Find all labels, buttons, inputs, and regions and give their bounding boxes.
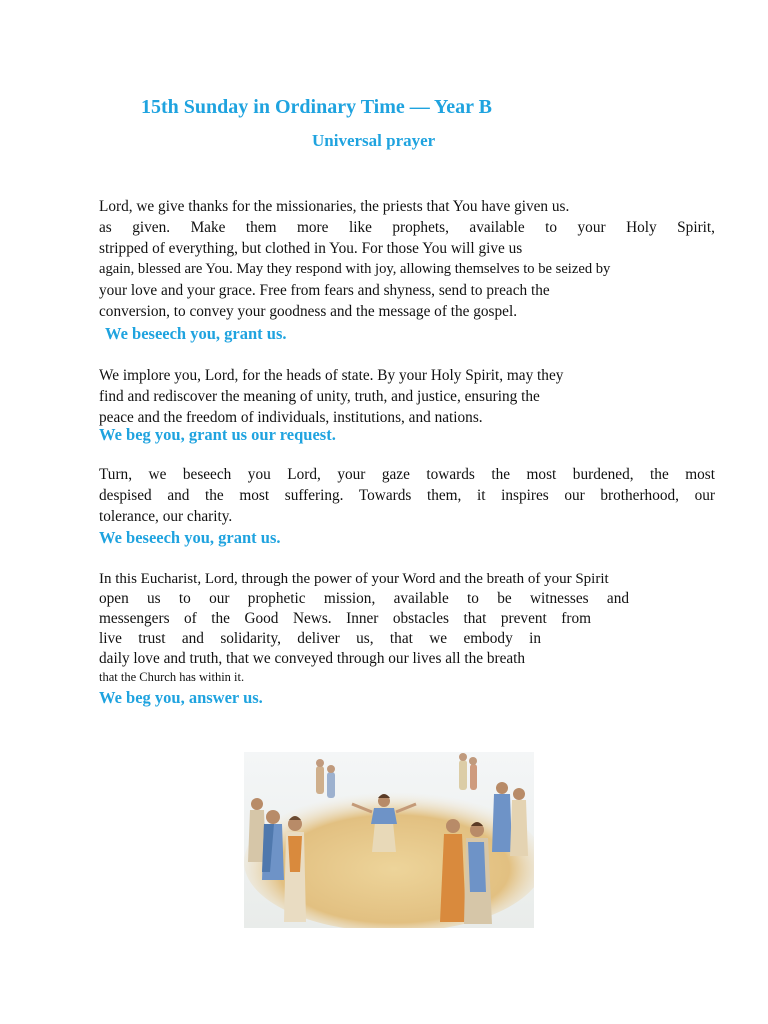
prayer-line: your love and your grace. Free from fears and shyness, send to preach the bbox=[99, 282, 550, 299]
prayer-line: despised and the most suffering. Towards them, it inspires our brotherhood, our bbox=[99, 487, 715, 504]
prayer-line: that the Church has within it. bbox=[99, 670, 245, 684]
prayer-response-4: We beg you, answer us. bbox=[99, 688, 263, 707]
prayer-line: In this Eucharist, Lord, through the power of your Word and the breath of your Spirit bbox=[99, 571, 609, 587]
prayer-response-2: We beg you, grant us our request. bbox=[99, 425, 336, 444]
prayer-line: as given. Make them more like prophets, available to your Holy Spirit, bbox=[99, 219, 715, 236]
prayer-paragraph-2 bbox=[99, 365, 715, 428]
prayer-line: live trust and solidarity, deliver us, that we embody in bbox=[99, 630, 541, 647]
prayer-paragraph-1 bbox=[99, 196, 715, 322]
disciples-image bbox=[244, 752, 534, 928]
prayer-paragraph-3 bbox=[99, 464, 715, 527]
prayer-line: conversion, to convey your goodness and the message of the gospel. bbox=[99, 303, 518, 320]
prayer-line: We implore you, Lord, for the heads of state. By your Holy Spirit, may they bbox=[99, 367, 564, 384]
prayer-line: daily love and truth, that we conveyed through our lives all the breath bbox=[99, 650, 526, 667]
prayer-line: Lord, we give thanks for the missionaries, the priests that You have given us. bbox=[99, 198, 570, 215]
prayer-line: stripped of everything, but clothed in You. For those You will give us bbox=[99, 240, 523, 257]
prayer-line: messengers of the Good News. Inner obstacles that prevent from bbox=[99, 610, 591, 627]
disciples-illustration bbox=[244, 752, 534, 928]
prayer-paragraph-4 bbox=[99, 569, 715, 685]
page-subtitle: Universal prayer bbox=[312, 131, 436, 150]
prayer-response-3: We beseech you, grant us. bbox=[99, 528, 281, 547]
prayer-line: again, blessed are You. May they respond with joy, allowing themselves to be seized by bbox=[99, 261, 611, 277]
prayer-line: open us to our prophetic mission, available to be witnesses and bbox=[99, 590, 629, 607]
prayer-line: Turn, we beseech you Lord, your gaze towards the most burdened, the most bbox=[99, 466, 715, 483]
prayer-line: tolerance, our charity. bbox=[99, 508, 233, 525]
page-title: 15th Sunday in Ordinary Time — Year B bbox=[141, 96, 492, 118]
prayer-line: find and rediscover the meaning of unity, truth, and justice, ensuring the bbox=[99, 388, 540, 405]
prayer-line: peace and the freedom of individuals, institutions, and nations. bbox=[99, 409, 483, 426]
prayer-response-1: We beseech you, grant us. bbox=[105, 324, 287, 343]
